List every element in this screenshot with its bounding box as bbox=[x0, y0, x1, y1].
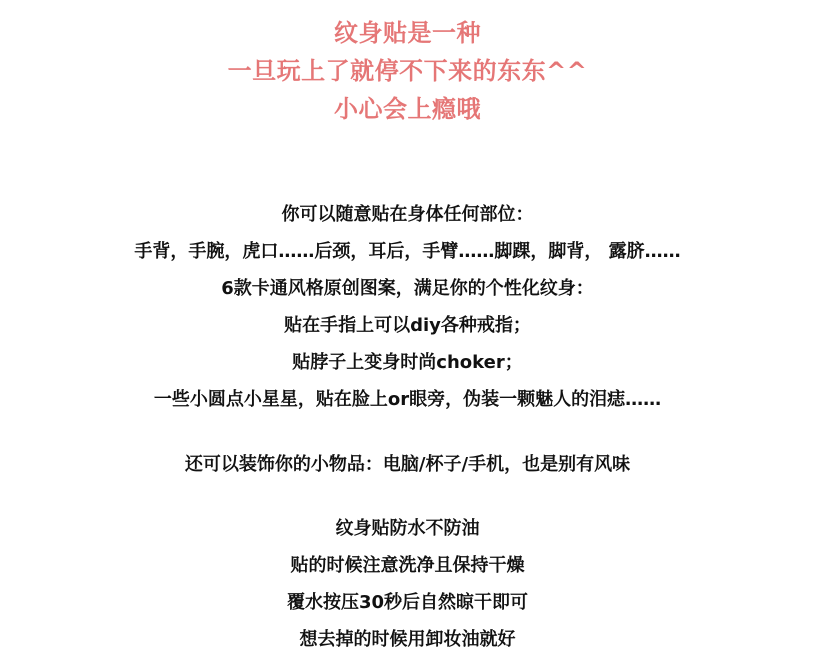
care-line-3: 覆水按压30秒后自然晾干即可 bbox=[286, 592, 529, 613]
title-line-1: 纹身贴是一种 bbox=[334, 19, 481, 47]
usage-line-4: 贴在手指上可以diy各种戒指； bbox=[284, 315, 531, 336]
care-line-4: 想去掉的时候用卸妆油就好 bbox=[299, 629, 516, 650]
title-line-3: 小心会上瘾哦 bbox=[334, 95, 481, 123]
title-block bbox=[0, 14, 815, 128]
care-line-1: 纹身贴防水不防油 bbox=[335, 518, 480, 539]
usage-line-2: 手背，手腕，虎口……后颈，耳后，手臂……脚踝，脚背， 露脐…… bbox=[134, 241, 681, 262]
usage-line-1: 你可以随意贴在身体任何部位： bbox=[281, 204, 534, 225]
care-section bbox=[0, 510, 815, 658]
care-line-2: 贴的时候注意洗净且保持干燥 bbox=[290, 555, 525, 576]
usage-line-5: 贴脖子上变身时尚choker； bbox=[292, 352, 523, 373]
title-line-2: 一旦玩上了就停不下来的东东^^ bbox=[227, 57, 588, 85]
usage-line-6: 一些小圆点小星星，贴在脸上or眼旁，伪装一颗魅人的泪痣…… bbox=[153, 389, 662, 410]
decor-line: 还可以装饰你的小物品：电脑/杯子/手机，也是别有风味 bbox=[184, 454, 631, 475]
decor-section bbox=[0, 446, 815, 483]
usage-section bbox=[0, 196, 815, 418]
usage-line-3: 6款卡通风格原创图案，满足你的个性化纹身： bbox=[221, 278, 594, 299]
